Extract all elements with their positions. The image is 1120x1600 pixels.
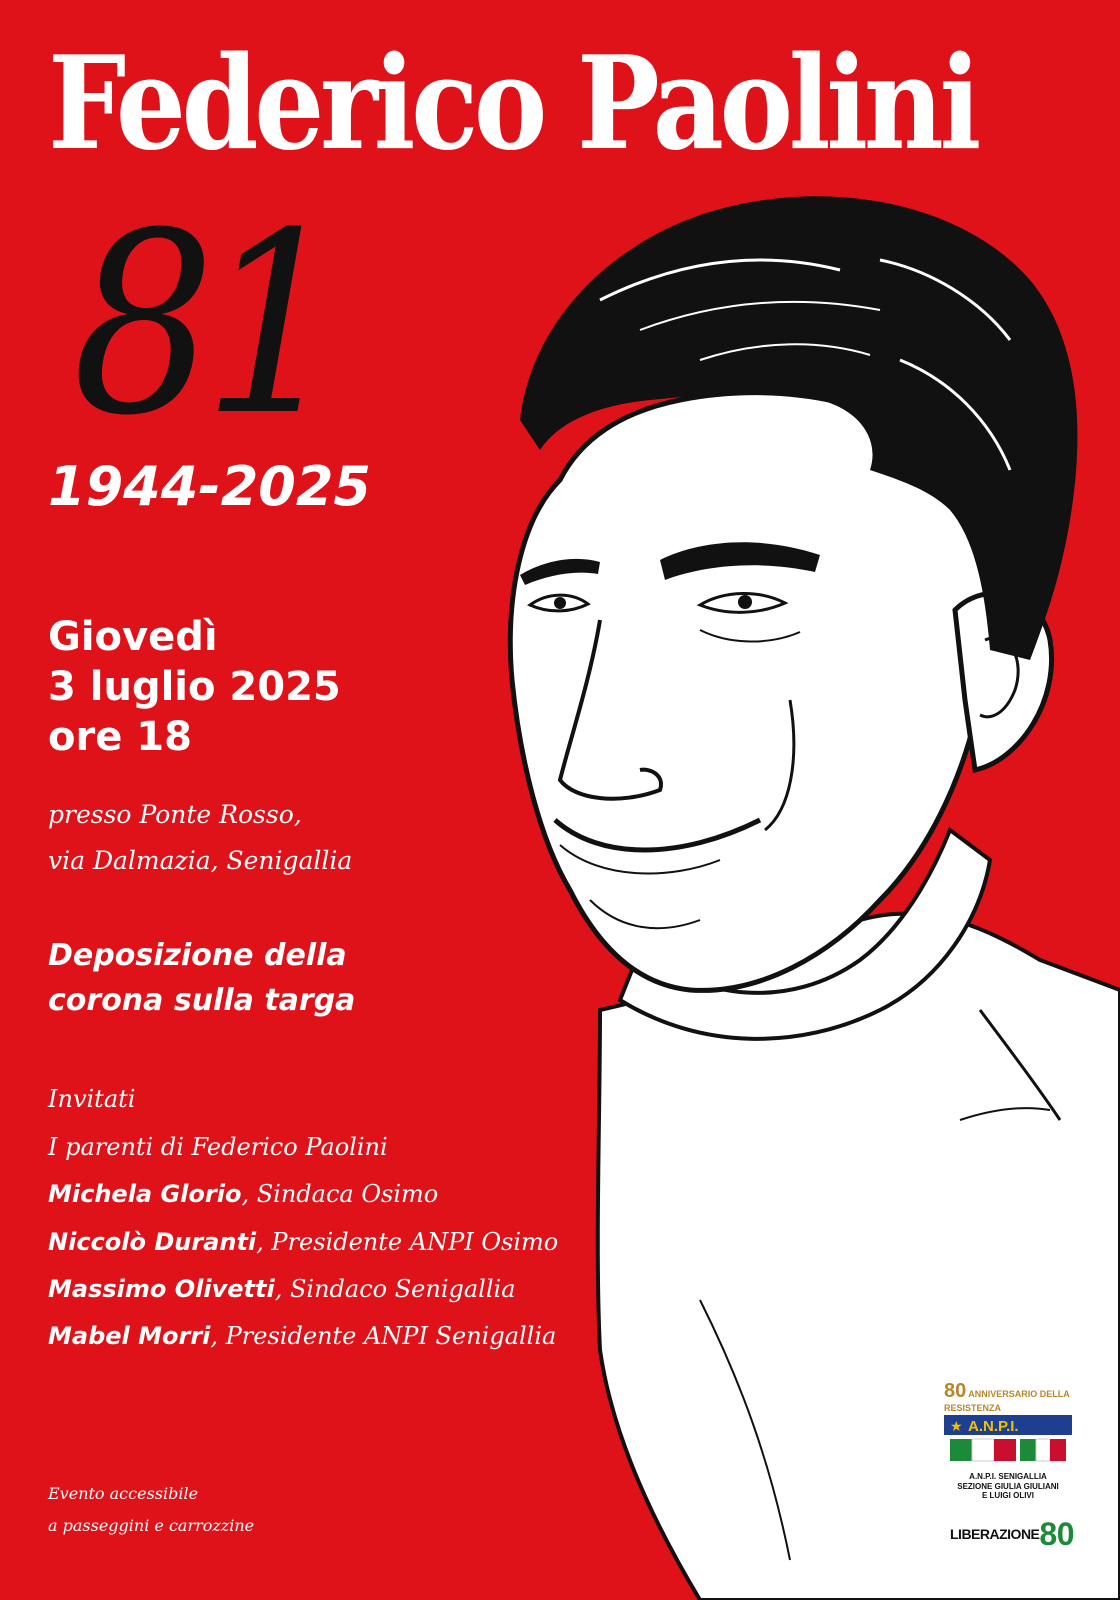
event-place-line2: via Dalmazia, Senigallia [48, 846, 353, 875]
event-day: Giovedì [48, 614, 218, 660]
invited-label: Invitati [48, 1085, 136, 1113]
accessibility-note-line2: a passeggini e carrozzine [48, 1516, 255, 1535]
anpi-caption-line1: A.N.P.I. SENIGALLIA [969, 1472, 1047, 1481]
star-icon: ★ [950, 1419, 963, 1435]
anpi-caption-line2: SEZIONE GIULIA GIULIANI [957, 1481, 1059, 1491]
guest-line [48, 1180, 438, 1208]
guest-role: , Sindaca Osimo [241, 1180, 439, 1208]
event-description-line2: corona sulla targa [48, 983, 356, 1018]
poster-title: Federico Paolini [48, 29, 978, 179]
event-place-line1: presso Ponte Rosso, [48, 800, 302, 829]
guest-line [48, 1133, 388, 1161]
anpi-anniversary-number: 80 [944, 1380, 967, 1402]
guest-line [48, 1228, 558, 1256]
liberazione-number: 80 [1039, 1516, 1074, 1552]
liberazione-logo [950, 1516, 1074, 1553]
anpi-anniversary [944, 1380, 1074, 1413]
anpi-caption [944, 1472, 1072, 1501]
event-date: 3 luglio 2025 [48, 664, 341, 710]
guest-name: Niccolò Duranti [48, 1228, 257, 1256]
accessibility-note-line1: Evento accessibile [48, 1484, 199, 1503]
guest-name: Mabel Morri [48, 1322, 211, 1350]
event-time: ore 18 [48, 714, 192, 760]
guest-line [48, 1275, 516, 1303]
guest-role: , Presidente ANPI Senigallia [210, 1322, 557, 1350]
event-description-line1: Deposizione della [48, 938, 347, 973]
guest-role: , Sindaco Senigallia [274, 1275, 516, 1303]
anpi-caption-line3: E LUIGI OLIVI [981, 1491, 1034, 1501]
guest-name: Michela Glorio [48, 1180, 242, 1208]
anpi-anniversary-text: ANNIVERSARIO DELLA RESISTENZA [944, 1389, 1070, 1413]
guest-line [48, 1322, 556, 1350]
guest-role: , Presidente ANPI Osimo [256, 1228, 559, 1256]
years-range: 1944-2025 [48, 455, 371, 518]
anniversary-number: 81 [72, 179, 334, 470]
anpi-badge-text: A.N.P.I. [968, 1418, 1019, 1435]
guest-name: Massimo Olivetti [48, 1275, 275, 1303]
guest-role: I parenti di Federico Paolini [48, 1133, 388, 1161]
anpi-logo [944, 1380, 1074, 1501]
liberazione-text: LIBERAZIONE [950, 1526, 1040, 1542]
anpi-badge [944, 1415, 1072, 1465]
